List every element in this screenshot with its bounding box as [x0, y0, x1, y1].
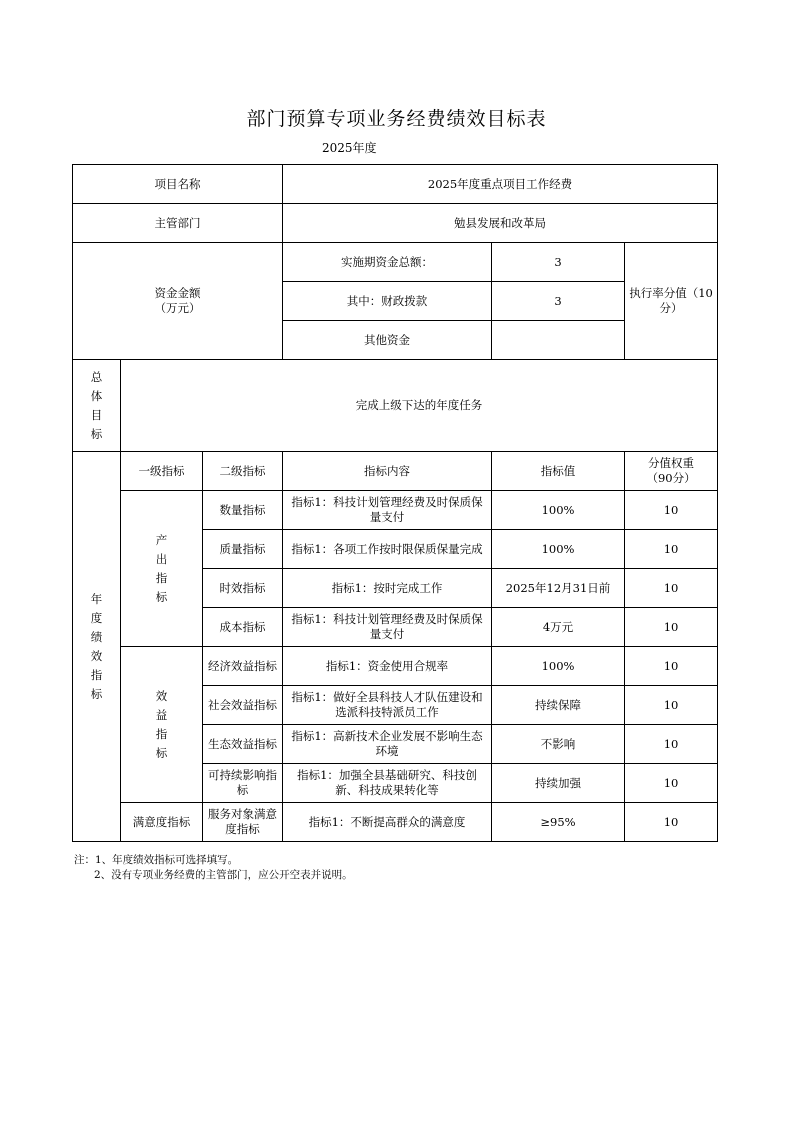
header-weight: 分值权重 （90分）	[625, 452, 718, 491]
note-2: 2、没有专项业务经费的主管部门，应公开空表并说明。	[94, 869, 353, 881]
level2-cell: 成本指标	[203, 608, 283, 647]
funds-total-value: 3	[492, 243, 625, 282]
score-cell: 10	[625, 725, 718, 764]
score-cell: 10	[625, 608, 718, 647]
content-cell: 指标1：按时完成工作	[283, 569, 492, 608]
level2-cell: 经济效益指标	[203, 647, 283, 686]
funds-other-label: 其他资金	[283, 321, 492, 360]
header-level1: 一级指标	[121, 452, 203, 491]
value-cell: 2025年12月31日前	[492, 569, 625, 608]
header-row	[73, 452, 718, 491]
overall-goal-label: 总体目标	[73, 360, 121, 452]
content-cell: 指标1：科技计划管理经费及时保质保量支付	[283, 608, 492, 647]
note-1: 注：1、年度绩效指标可选择填写。	[74, 854, 239, 866]
score-cell: 10	[625, 491, 718, 530]
level2-cell: 时效指标	[203, 569, 283, 608]
performance-table	[72, 164, 718, 842]
annual-indicator-label: 年度绩效指标	[73, 452, 121, 842]
value-cell: 100%	[492, 647, 625, 686]
value-cell: 4万元	[492, 608, 625, 647]
value-cell: 100%	[492, 530, 625, 569]
value-cell: 100%	[492, 491, 625, 530]
overall-goal-value: 完成上级下达的年度任务	[121, 360, 718, 452]
content-cell: 指标1：资金使用合规率	[283, 647, 492, 686]
project-name-label: 项目名称	[73, 165, 283, 204]
satisfaction-row	[73, 803, 718, 842]
funds-total-label: 实施期资金总额：	[283, 243, 492, 282]
content-cell: 指标1：科技计划管理经费及时保质保量支付	[283, 491, 492, 530]
header-value: 指标值	[492, 452, 625, 491]
benefit-indicator-label: 效益指标	[121, 647, 203, 803]
level2-cell: 可持续影响指标	[203, 764, 283, 803]
funds-label-line2: （万元）	[154, 301, 201, 315]
content-cell: 指标1：各项工作按时限保质保量完成	[283, 530, 492, 569]
value-cell: 持续加强	[492, 764, 625, 803]
project-name-row	[73, 165, 718, 204]
funds-label-line1: 资金金额	[154, 286, 201, 300]
score-cell: 10	[625, 569, 718, 608]
level2-cell: 生态效益指标	[203, 725, 283, 764]
value-cell: 持续保障	[492, 686, 625, 725]
satisfaction-label: 满意度指标	[121, 803, 203, 842]
score-cell: 10	[625, 530, 718, 569]
overall-goal-row	[73, 360, 718, 452]
value-cell: ≥95%	[492, 803, 625, 842]
header-content: 指标内容	[283, 452, 492, 491]
department-row	[73, 204, 718, 243]
table-row	[73, 491, 718, 530]
page-title: 部门预算专项业务经费绩效目标表	[246, 108, 547, 130]
level2-cell: 质量指标	[203, 530, 283, 569]
department-label: 主管部门	[73, 204, 283, 243]
project-name-value: 2025年度重点项目工作经费	[283, 165, 718, 204]
level2-cell: 社会效益指标	[203, 686, 283, 725]
score-cell: 10	[625, 803, 718, 842]
value-cell: 不影响	[492, 725, 625, 764]
funds-other-value	[492, 321, 625, 360]
output-indicator-label: 产出指标	[121, 491, 203, 647]
content-cell: 指标1：做好全县科技人才队伍建设和选派科技特派员工作	[283, 686, 492, 725]
exec-rate-line2: 分）	[659, 301, 683, 315]
funds-row-total	[73, 243, 718, 282]
funds-fiscal-label: 其中：财政拨款	[283, 282, 492, 321]
level2-cell: 服务对象满意度指标	[203, 803, 283, 842]
table-row	[73, 647, 718, 686]
content-cell: 指标1：不断提高群众的满意度	[283, 803, 492, 842]
score-cell: 10	[625, 647, 718, 686]
header-level2: 二级指标	[203, 452, 283, 491]
content-cell: 指标1：加强全县基础研究、科技创新、科技成果转化等	[283, 764, 492, 803]
score-cell: 10	[625, 764, 718, 803]
score-cell: 10	[625, 686, 718, 725]
year-label: 2025年度	[322, 141, 377, 155]
funds-fiscal-value: 3	[492, 282, 625, 321]
content-cell: 指标1：高新技术企业发展不影响生态环境	[283, 725, 492, 764]
exec-rate-line1: 执行率分值（10	[629, 286, 713, 300]
exec-rate-cell	[625, 243, 718, 360]
department-value: 勉县发展和改革局	[283, 204, 718, 243]
funds-label	[73, 243, 283, 360]
level2-cell: 数量指标	[203, 491, 283, 530]
